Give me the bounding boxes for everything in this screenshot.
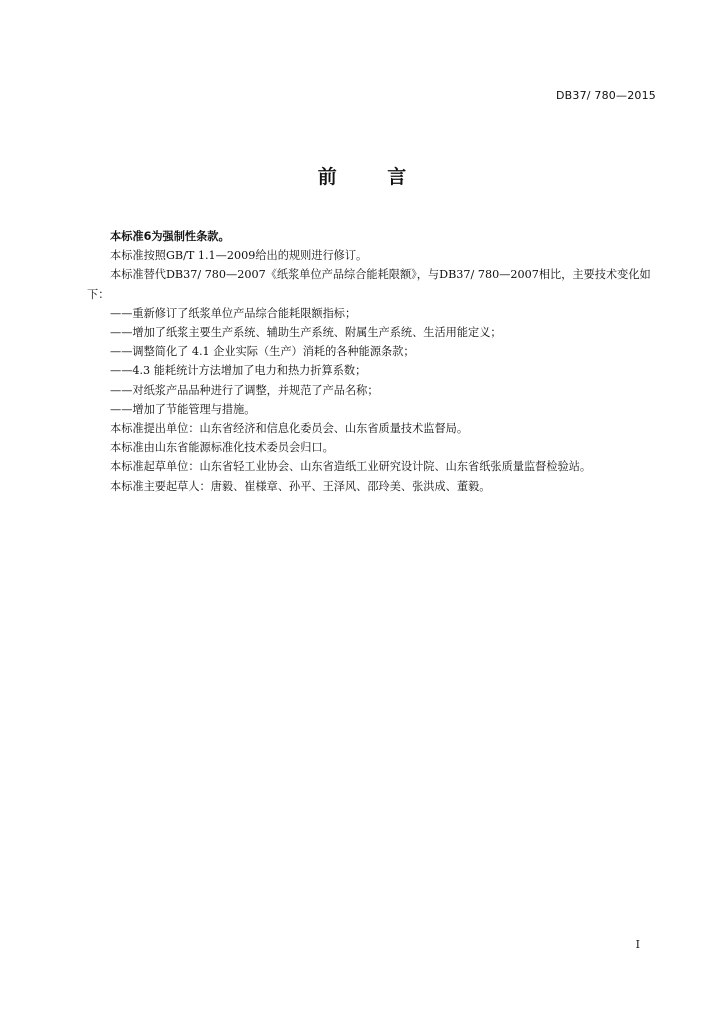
document-id: DB37/ 780—2015 [555, 89, 656, 102]
paragraph-proposer: 本标准提出单位：山东省经济和信息化委员会、山东省质量技术监督局。 [110, 422, 469, 436]
change-item: ——重新修订了纸浆单位产品综合能耗限额指标； [110, 306, 357, 320]
change-item: ——对纸浆产品品种进行了调整，并规范了产品名称； [110, 383, 379, 397]
paragraph-replacement: 本标准替代DB37/ 780—2007《纸浆单位产品综合能耗限额》，与DB37/ 780—2007相比，主要技术变化如下： [87, 268, 651, 301]
paragraph-mandatory-clause: 本标准6为强制性条款。 [110, 230, 230, 243]
paragraph-drafters: 本标准主要起草人：唐毅、崔様章、孙平、王泽风、邵玲美、张洪成、董毅。 [110, 479, 491, 493]
paragraph-centralized-unit: 本标准由山东省能源标准化技术委员会归口。 [110, 441, 334, 455]
page-number: I [635, 938, 640, 951]
change-item: ——4.3 能耗统计方法增加了电力和热力折算系数； [110, 364, 367, 378]
foreword-body [87, 227, 659, 496]
paragraph-drafting-units: 本标准起草单位：山东省轻工业协会、山东省造纸工业研究设计院、山东省纸张质量监督检验站。 [110, 460, 592, 474]
change-item: ——增加了节能管理与措施。 [110, 402, 256, 416]
change-item: ——增加了纸浆主要生产系统、辅助生产系统、附属生产系统、生活用能定义； [110, 326, 502, 340]
page-title: 前 言 [317, 166, 429, 188]
change-item: ——调整简化了 4.1 企业实际（生产）消耗的各种能源条款； [110, 345, 415, 359]
paragraph-drafting-rules: 本标准按照GB/T 1.1—2009给出的规则进行修订。 [110, 249, 368, 263]
